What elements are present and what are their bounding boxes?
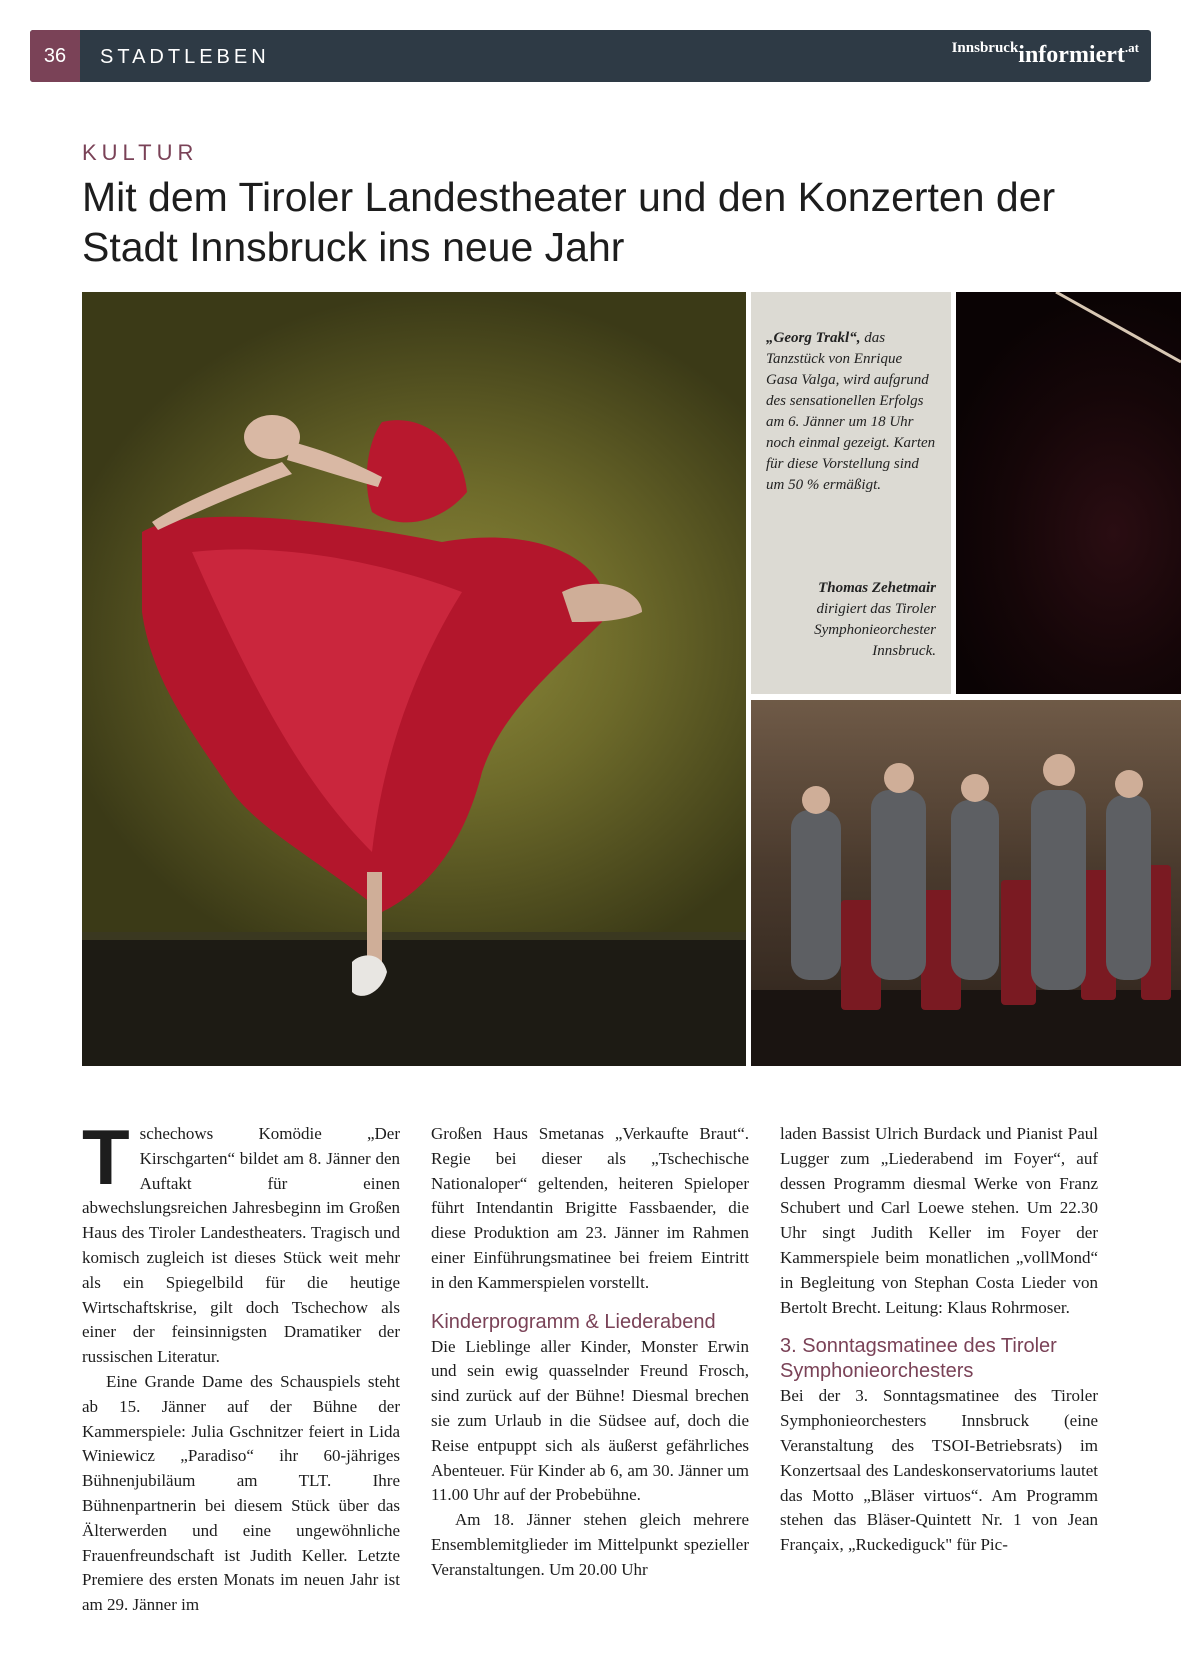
stage-floor	[82, 932, 746, 1066]
paragraph-4: Die Lieblinge aller Kinder, Monster Erwin und sein ewig quasselnder Freund Frosch, sind zurück auf der Bühne! Diesmal brechen sie zum Urlaub in die Südsee auf, doch die Reise entpuppt sich als äußerst gefährliches Abenteuer. Für Kinder ab 6, am 30. Jänner um 11.00 Uhr auf der Probebühne.	[431, 1336, 749, 1505]
baton	[1056, 292, 1181, 362]
headline: Mit dem Tiroler Landestheater und den Konzerten der Stadt Innsbruck ins neue Jahr	[82, 174, 1056, 270]
conductor-illustration	[956, 292, 1181, 694]
paragraph-5: Am 18. Jänner stehen gleich mehrere Ensemblemitglieder im Mittelpunkt spezieller Veranstaltungen. Um 20.00 Uhr	[431, 1510, 749, 1579]
raised-leg	[562, 584, 642, 622]
kicker: KULTUR	[82, 140, 199, 165]
article-column-3	[780, 1122, 1098, 1558]
drop-cap: T	[82, 1113, 130, 1201]
caption-trakl-text: das Tanzstück von Enrique Gasa Valga, wird aufgrund des sensationellen Erfolgs am 6. Jänner um 18 Uhr noch einmal gezeigt. Karten für diese Vorstellung sind um 50 % ermäßigt.	[766, 330, 936, 493]
section-label: STADTLEBEN	[100, 46, 270, 68]
dancer-photo	[82, 292, 746, 1066]
stage-edge	[82, 932, 746, 940]
bodice	[367, 420, 467, 522]
brand-informiert: informiert	[1018, 42, 1125, 68]
brand-innsbruck: Innsbruck	[951, 40, 1019, 56]
caption-zehetmair-title: Thomas Zehetmair	[818, 580, 936, 596]
caption-zehetmair-text: dirigiert das Tiroler Symphonieorchester Innsbruck.	[814, 601, 936, 659]
dancer-illustration	[82, 292, 746, 1066]
page-number: 36	[30, 30, 80, 82]
article-column-1	[82, 1113, 400, 1618]
article-column-2	[431, 1122, 749, 1583]
ensemble-illustration	[751, 700, 1181, 1066]
paragraph-1	[82, 1113, 400, 1370]
paragraph-6: laden Bassist Ulrich Burdack und Pianist Paul Lugger zum „Liederabend im Foyer“, auf dessen Programm diesmal Werke von Franz Schubert und Carl Loewe stehen. Um 22.30 Uhr singt Judith Keller im Foyer der Kammerspiele beim monatlichen „vollMond“ in Begleitung von Stephan Costa Lieder von Bertolt Brecht. Leitung: Klaus Rohrmoser.	[780, 1124, 1098, 1317]
paragraph-2: Eine Grande Dame des Schauspiels steht ab 15. Jänner auf der Bühne der Kammerspiele: Julia Gschnitzer feiert in Lida Winiewicz „Paradiso“ ihr 60-jähriges Bühnenjubiläum am TLT. Ihre Bühnenpartnerin bei diesem Stück über das Älterwerden und eine ungewöhnliche Frauenfreundschaft ist Judith Keller. Letzte Premiere des ersten Monats im neuen Jahr ist am 29. Jänner im	[82, 1371, 400, 1615]
paragraph-1-text: schechows Komödie „Der Kirschgarten“ bildet am 8. Jänner den Auftakt für einen abwechslungsreichen Jahresbeginn im Großen Haus des Tiroler Landestheaters. Tragisch und komisch zugleich ist dieses Stück weit mehr als ein Spiegelbild für die heutige Wirtschaftskrise, gilt doch Tschechow als einer der feinsinnigsten Dramatiker der russischen Literatur.	[82, 1124, 400, 1367]
brand-logo	[952, 40, 1139, 69]
brand-at: .at	[1124, 40, 1139, 55]
paragraph-7: Bei der 3. Sonntagsmatinee des Tiroler Symphonieorchesters Innsbruck (eine Veranstaltung des TSOI-Betriebsrats) im Konzertsaal des Landeskonservatoriums lautet das Motto „Bläser virtuos“. Am Programm stehen das Bläser-Quintett Nr. 1 von Jean Françaix, „Ruckediguck" für Pic-	[780, 1386, 1098, 1555]
ensemble-photo	[751, 700, 1181, 1066]
caption-trakl-title: „Georg Trakl“,	[766, 330, 861, 346]
subhead-sonntagsmatinee: 3. Sonntagsmatinee des Tiroler Symphonieorchesters	[780, 1335, 1057, 1383]
paragraph-3: Großen Haus Smetanas „Verkaufte Braut“. Regie bei dieser als „Tschechische Nationaloper“ geltenden, heiteren Spieloper führt Intendantin Brigitte Fassbaender, die diese Produktion am 23. Jänner im Rahmen einer Einführungsmatinee bei freiem Eintritt in den Kammerspielen vorstellt.	[431, 1124, 749, 1292]
caption-zehetmair	[766, 578, 936, 662]
stage-floor	[751, 990, 1181, 1066]
conductor-photo	[956, 292, 1181, 694]
header-bar	[30, 30, 1151, 82]
caption-trakl	[766, 328, 936, 496]
subhead-kinderprogramm: Kinderprogramm & Liederabend	[431, 1310, 716, 1333]
